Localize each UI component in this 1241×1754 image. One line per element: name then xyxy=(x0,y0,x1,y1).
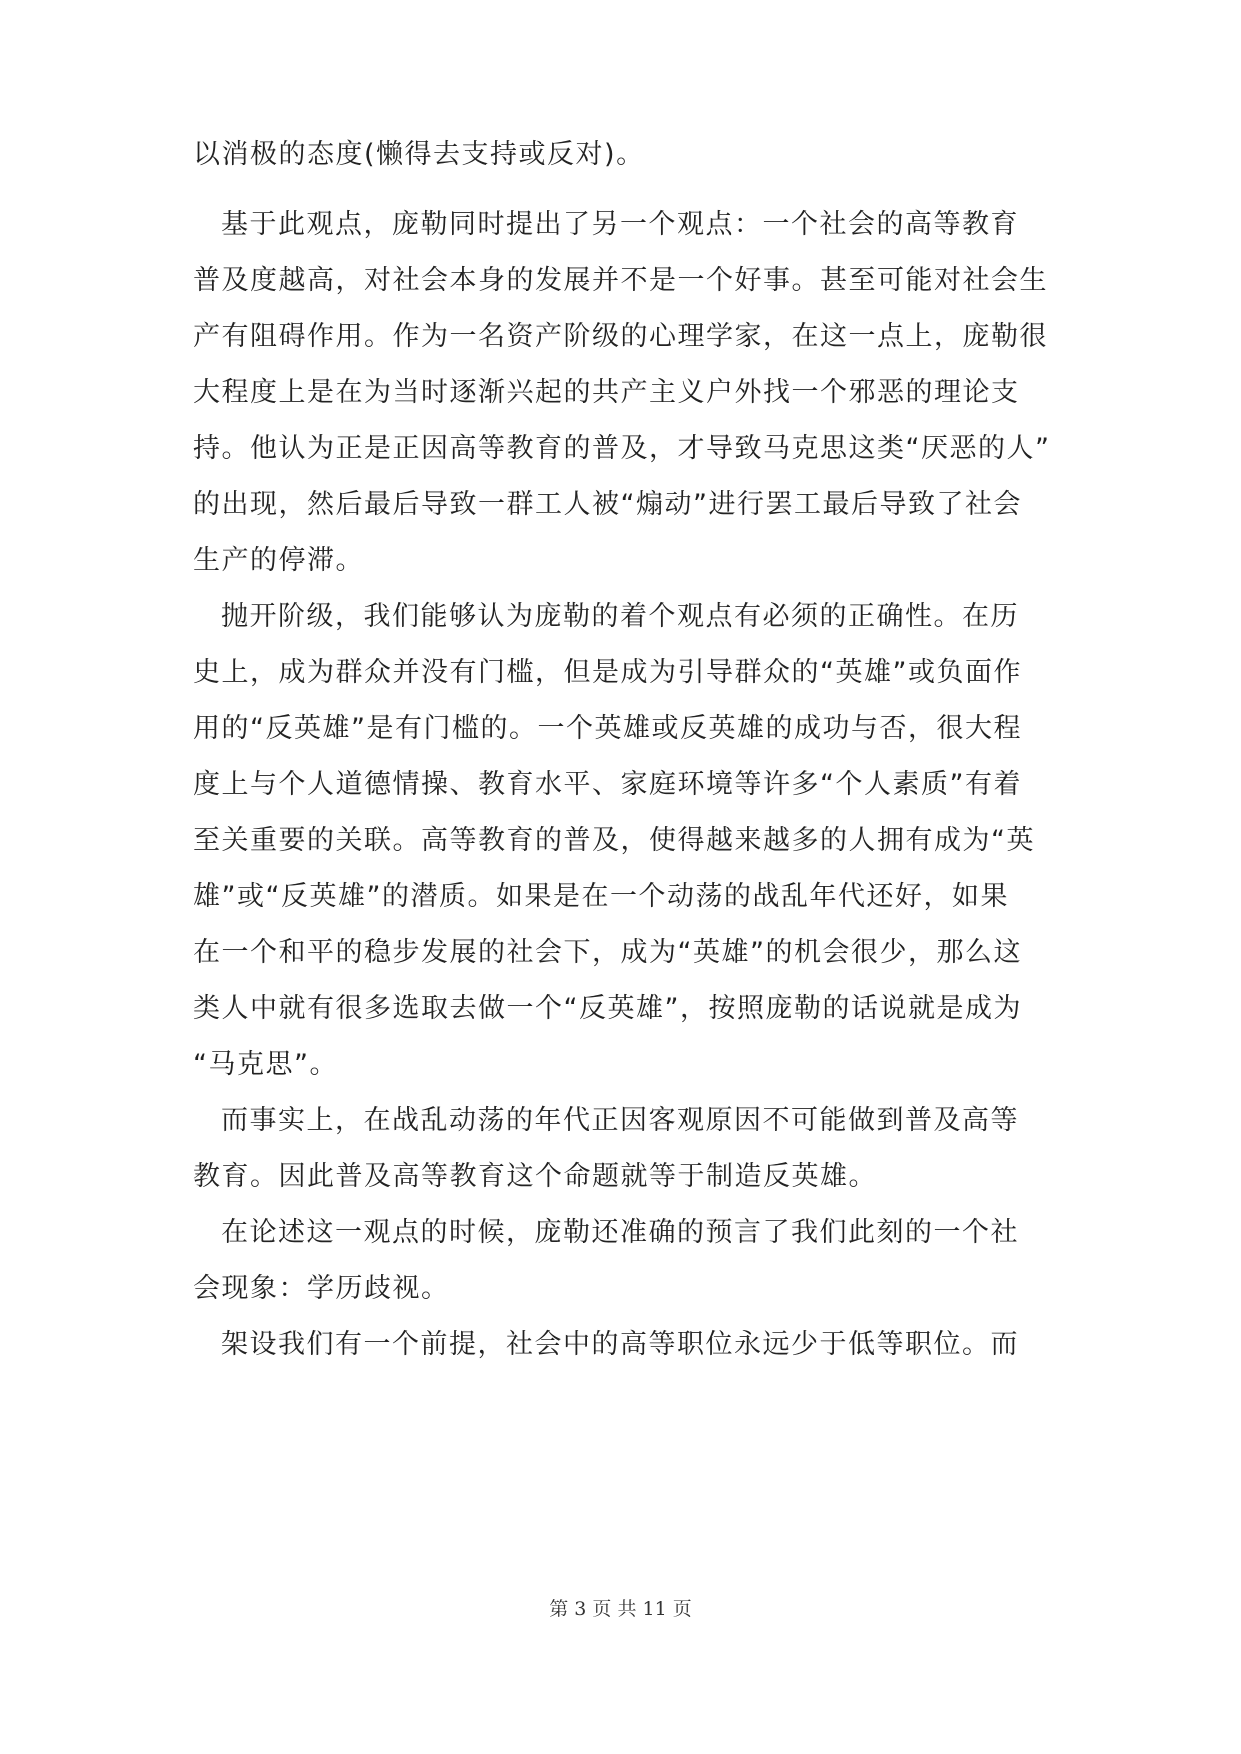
text-line: 架设我们有一个前提，社会中的高等职位永远少于低等职位。而 xyxy=(221,1329,1019,1360)
text-line: 产有阻碍作用。作为一名资产阶级的心理学家，在这一点上，庞勒很 xyxy=(193,321,1048,352)
text-line: 普及度越高，对社会本身的发展并不是一个好事。甚至可能对社会生 xyxy=(193,265,1048,296)
text-line: 雄”或“反英雄”的潜质。如果是在一个动荡的战乱年代还好，如果 xyxy=(193,881,1009,912)
text-line: 史上，成为群众并没有门槛，但是成为引导群众的“英雄”或负面作 xyxy=(193,657,1022,688)
text-line: 生产的停滞。 xyxy=(193,545,364,576)
text-line: 度上与个人道德情操、教育水平、家庭环境等许多“个人素质”有着 xyxy=(193,769,1022,800)
text-line: 而事实上，在战乱动荡的年代正因客观原因不可能做到普及高等 xyxy=(221,1105,1019,1136)
text-line: 在论述这一观点的时候，庞勒还准确的预言了我们此刻的一个社 xyxy=(221,1217,1019,1248)
text-line: 持。他认为正是正因高等教育的普及，才导致马克思这类“厌恶的人” xyxy=(193,433,1051,464)
text-line: “马克思”。 xyxy=(193,1049,338,1080)
text-line: 基于此观点，庞勒同时提出了另一个观点：一个社会的高等教育 xyxy=(221,209,1019,240)
text-line: 教育。因此普及高等教育这个命题就等于制造反英雄。 xyxy=(193,1161,877,1192)
text-line: 的出现，然后最后导致一群工人被“煽动”进行罢工最后导致了社会 xyxy=(193,489,1022,520)
page-footer: 第 3 页 共 11 页 xyxy=(549,1598,692,1620)
text-line: 至关重要的关联。高等教育的普及，使得越来越多的人拥有成为“英 xyxy=(193,825,1035,856)
text-line: 会现象：学历歧视。 xyxy=(193,1273,450,1304)
text-line: 在一个和平的稳步发展的社会下，成为“英雄”的机会很少，那么这 xyxy=(193,937,1022,968)
text-line: 以消极的态度(懒得去支持或反对)。 xyxy=(193,139,645,170)
text-line: 类人中就有很多选取去做一个“反英雄”，按照庞勒的话说就是成为 xyxy=(193,993,1022,1024)
text-line: 大程度上是在为当时逐渐兴起的共产主义户外找一个邪恶的理论支 xyxy=(193,377,1020,408)
text-line: 用的“反英雄”是有门槛的。一个英雄或反英雄的成功与否，很大程 xyxy=(193,713,1022,744)
text-line: 抛开阶级，我们能够认为庞勒的着个观点有必须的正确性。在历 xyxy=(221,601,1019,632)
